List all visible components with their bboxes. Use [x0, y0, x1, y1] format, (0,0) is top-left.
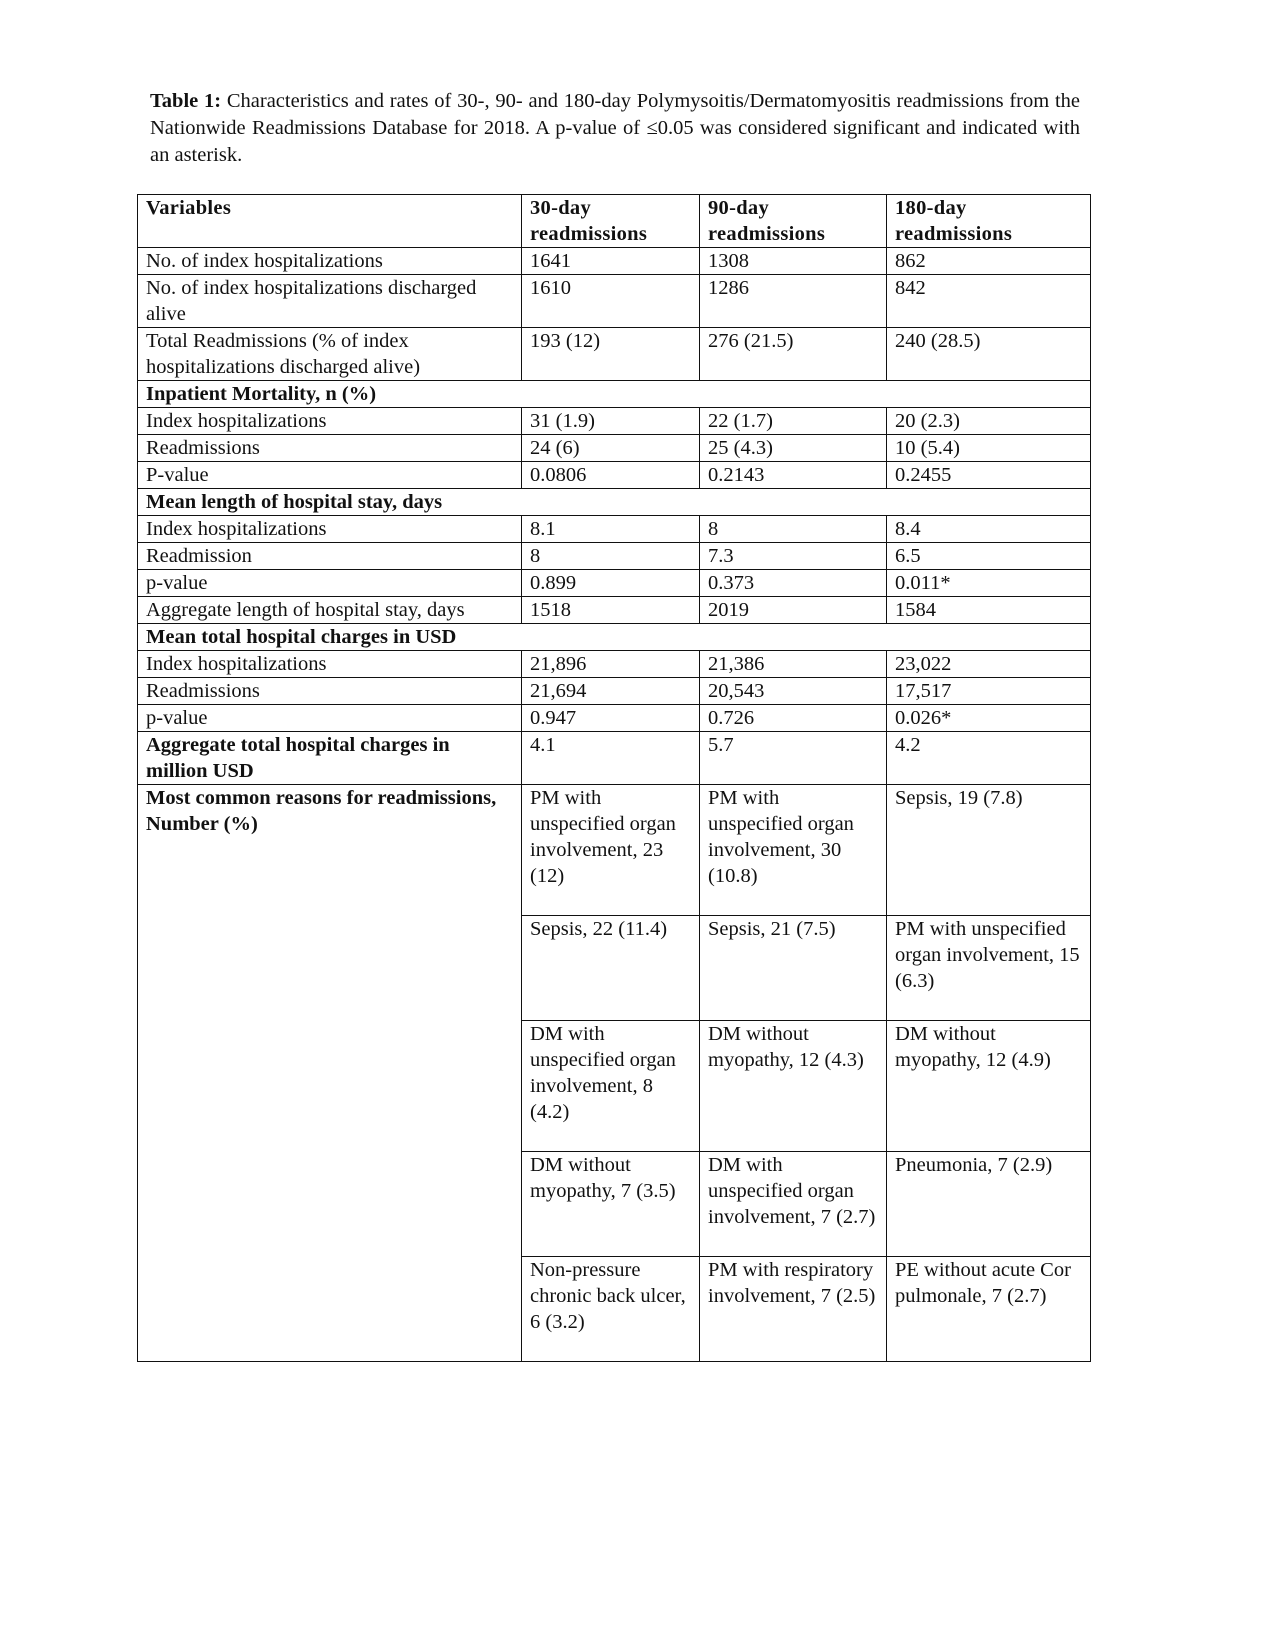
- cell-90-day: DM without myopathy, 12 (4.3): [700, 1021, 887, 1152]
- table-row: [138, 516, 1091, 543]
- cell-30-day: DM with unspecified organ involvement, 8 (4.2): [522, 1021, 700, 1152]
- cell-30-day: 1610: [522, 275, 700, 328]
- cell-90-day: 276 (21.5): [700, 328, 887, 381]
- section-row: [138, 381, 1091, 408]
- table-row: [138, 678, 1091, 705]
- cell-30-day: Non-pressure chronic back ulcer, 6 (3.2): [522, 1257, 700, 1362]
- cell-30-day: 4.1: [522, 732, 700, 785]
- cell-180-day: Sepsis, 19 (7.8): [887, 785, 1091, 916]
- cell-90-day: DM with unspecified organ involvement, 7 (2.7): [700, 1152, 887, 1257]
- cell-30-day: 0.899: [522, 570, 700, 597]
- cell-30-day: 24 (6): [522, 435, 700, 462]
- cell-180-day: PE without acute Cor pulmonale, 7 (2.7): [887, 1257, 1091, 1362]
- cell-90-day: 25 (4.3): [700, 435, 887, 462]
- cell-180-day: 0.011*: [887, 570, 1091, 597]
- cell-180-day: 8.4: [887, 516, 1091, 543]
- cell-90-day: 1308: [700, 248, 887, 275]
- table-row: [138, 732, 1091, 785]
- table-row: [138, 328, 1091, 381]
- header-90-day: 90-day readmissions: [700, 195, 887, 248]
- cell-180-day: 17,517: [887, 678, 1091, 705]
- section-row: [138, 624, 1091, 651]
- cell-90-day: 7.3: [700, 543, 887, 570]
- table-row: [138, 543, 1091, 570]
- row-label: Readmissions: [138, 678, 522, 705]
- cell-90-day: Sepsis, 21 (7.5): [700, 916, 887, 1021]
- cell-180-day: 842: [887, 275, 1091, 328]
- section-row: [138, 489, 1091, 516]
- cell-30-day: 21,896: [522, 651, 700, 678]
- cell-30-day: 193 (12): [522, 328, 700, 381]
- reasons-label: Most common reasons for readmissions, Number (%): [138, 785, 522, 1362]
- cell-180-day: 0.2455: [887, 462, 1091, 489]
- cell-180-day: 862: [887, 248, 1091, 275]
- cell-180-day: 6.5: [887, 543, 1091, 570]
- table-header-row: [138, 195, 1091, 248]
- cell-90-day: 1286: [700, 275, 887, 328]
- cell-90-day: 0.373: [700, 570, 887, 597]
- row-label: Aggregate length of hospital stay, days: [138, 597, 522, 624]
- cell-30-day: 1641: [522, 248, 700, 275]
- row-label: Aggregate total hospital charges in million USD: [138, 732, 522, 785]
- caption-label: Table 1:: [150, 90, 222, 112]
- cell-90-day: 2019: [700, 597, 887, 624]
- cell-180-day: PM with unspecified organ involvement, 15 (6.3): [887, 916, 1091, 1021]
- section-title-charges: Mean total hospital charges in USD: [138, 624, 1091, 651]
- cell-180-day: 4.2: [887, 732, 1091, 785]
- cell-180-day: 0.026*: [887, 705, 1091, 732]
- cell-30-day: 0.0806: [522, 462, 700, 489]
- row-label: Index hospitalizations: [138, 651, 522, 678]
- cell-180-day: Pneumonia, 7 (2.9): [887, 1152, 1091, 1257]
- table-row: [138, 435, 1091, 462]
- row-label: Readmissions: [138, 435, 522, 462]
- cell-180-day: 10 (5.4): [887, 435, 1091, 462]
- header-180-day: 180-day readmissions: [887, 195, 1091, 248]
- table-row: [138, 705, 1091, 732]
- table-row: [138, 570, 1091, 597]
- cell-30-day: 0.947: [522, 705, 700, 732]
- table-row: [138, 408, 1091, 435]
- row-label: p-value: [138, 705, 522, 732]
- table-row: [138, 597, 1091, 624]
- cell-90-day: 8: [700, 516, 887, 543]
- cell-90-day: PM with unspecified organ involvement, 30 (10.8): [700, 785, 887, 916]
- reasons-row: [138, 785, 1091, 916]
- header-30-day: 30-day readmissions: [522, 195, 700, 248]
- table-row: [138, 651, 1091, 678]
- cell-90-day: 0.2143: [700, 462, 887, 489]
- cell-90-day: 22 (1.7): [700, 408, 887, 435]
- cell-30-day: 31 (1.9): [522, 408, 700, 435]
- cell-90-day: 0.726: [700, 705, 887, 732]
- readmissions-table: [137, 194, 1091, 1362]
- section-title-length-of-stay: Mean length of hospital stay, days: [138, 489, 1091, 516]
- row-label: Index hospitalizations: [138, 408, 522, 435]
- row-label: No. of index hospitalizations: [138, 248, 522, 275]
- cell-180-day: DM without myopathy, 12 (4.9): [887, 1021, 1091, 1152]
- cell-90-day: PM with respiratory involvement, 7 (2.5): [700, 1257, 887, 1362]
- section-title-mortality: Inpatient Mortality, n (%): [138, 381, 1091, 408]
- cell-90-day: 5.7: [700, 732, 887, 785]
- row-label: P-value: [138, 462, 522, 489]
- row-label: Readmission: [138, 543, 522, 570]
- header-variables: Variables: [138, 195, 522, 248]
- cell-30-day: PM with unspecified organ involvement, 23 (12): [522, 785, 700, 916]
- table-row: [138, 462, 1091, 489]
- cell-30-day: Sepsis, 22 (11.4): [522, 916, 700, 1021]
- caption-text: Characteristics and rates of 30-, 90- and 180-day Polymysoitis/Dermatomyositis readmissions from the Nationwide Readmissions Database for 2018. A p-value of ≤0.05 was considered significant and indicated with an asterisk.: [150, 90, 1080, 166]
- table-caption: [150, 88, 1080, 169]
- row-label: Total Readmissions (% of index hospitalizations discharged alive): [138, 328, 522, 381]
- cell-180-day: 1584: [887, 597, 1091, 624]
- table-row: [138, 275, 1091, 328]
- cell-30-day: 21,694: [522, 678, 700, 705]
- cell-180-day: 240 (28.5): [887, 328, 1091, 381]
- cell-90-day: 21,386: [700, 651, 887, 678]
- cell-180-day: 20 (2.3): [887, 408, 1091, 435]
- cell-90-day: 20,543: [700, 678, 887, 705]
- table-row: [138, 248, 1091, 275]
- cell-30-day: DM without myopathy, 7 (3.5): [522, 1152, 700, 1257]
- cell-30-day: 8.1: [522, 516, 700, 543]
- row-label: p-value: [138, 570, 522, 597]
- cell-30-day: 1518: [522, 597, 700, 624]
- cell-30-day: 8: [522, 543, 700, 570]
- cell-180-day: 23,022: [887, 651, 1091, 678]
- row-label: Index hospitalizations: [138, 516, 522, 543]
- row-label: No. of index hospitalizations discharged alive: [138, 275, 522, 328]
